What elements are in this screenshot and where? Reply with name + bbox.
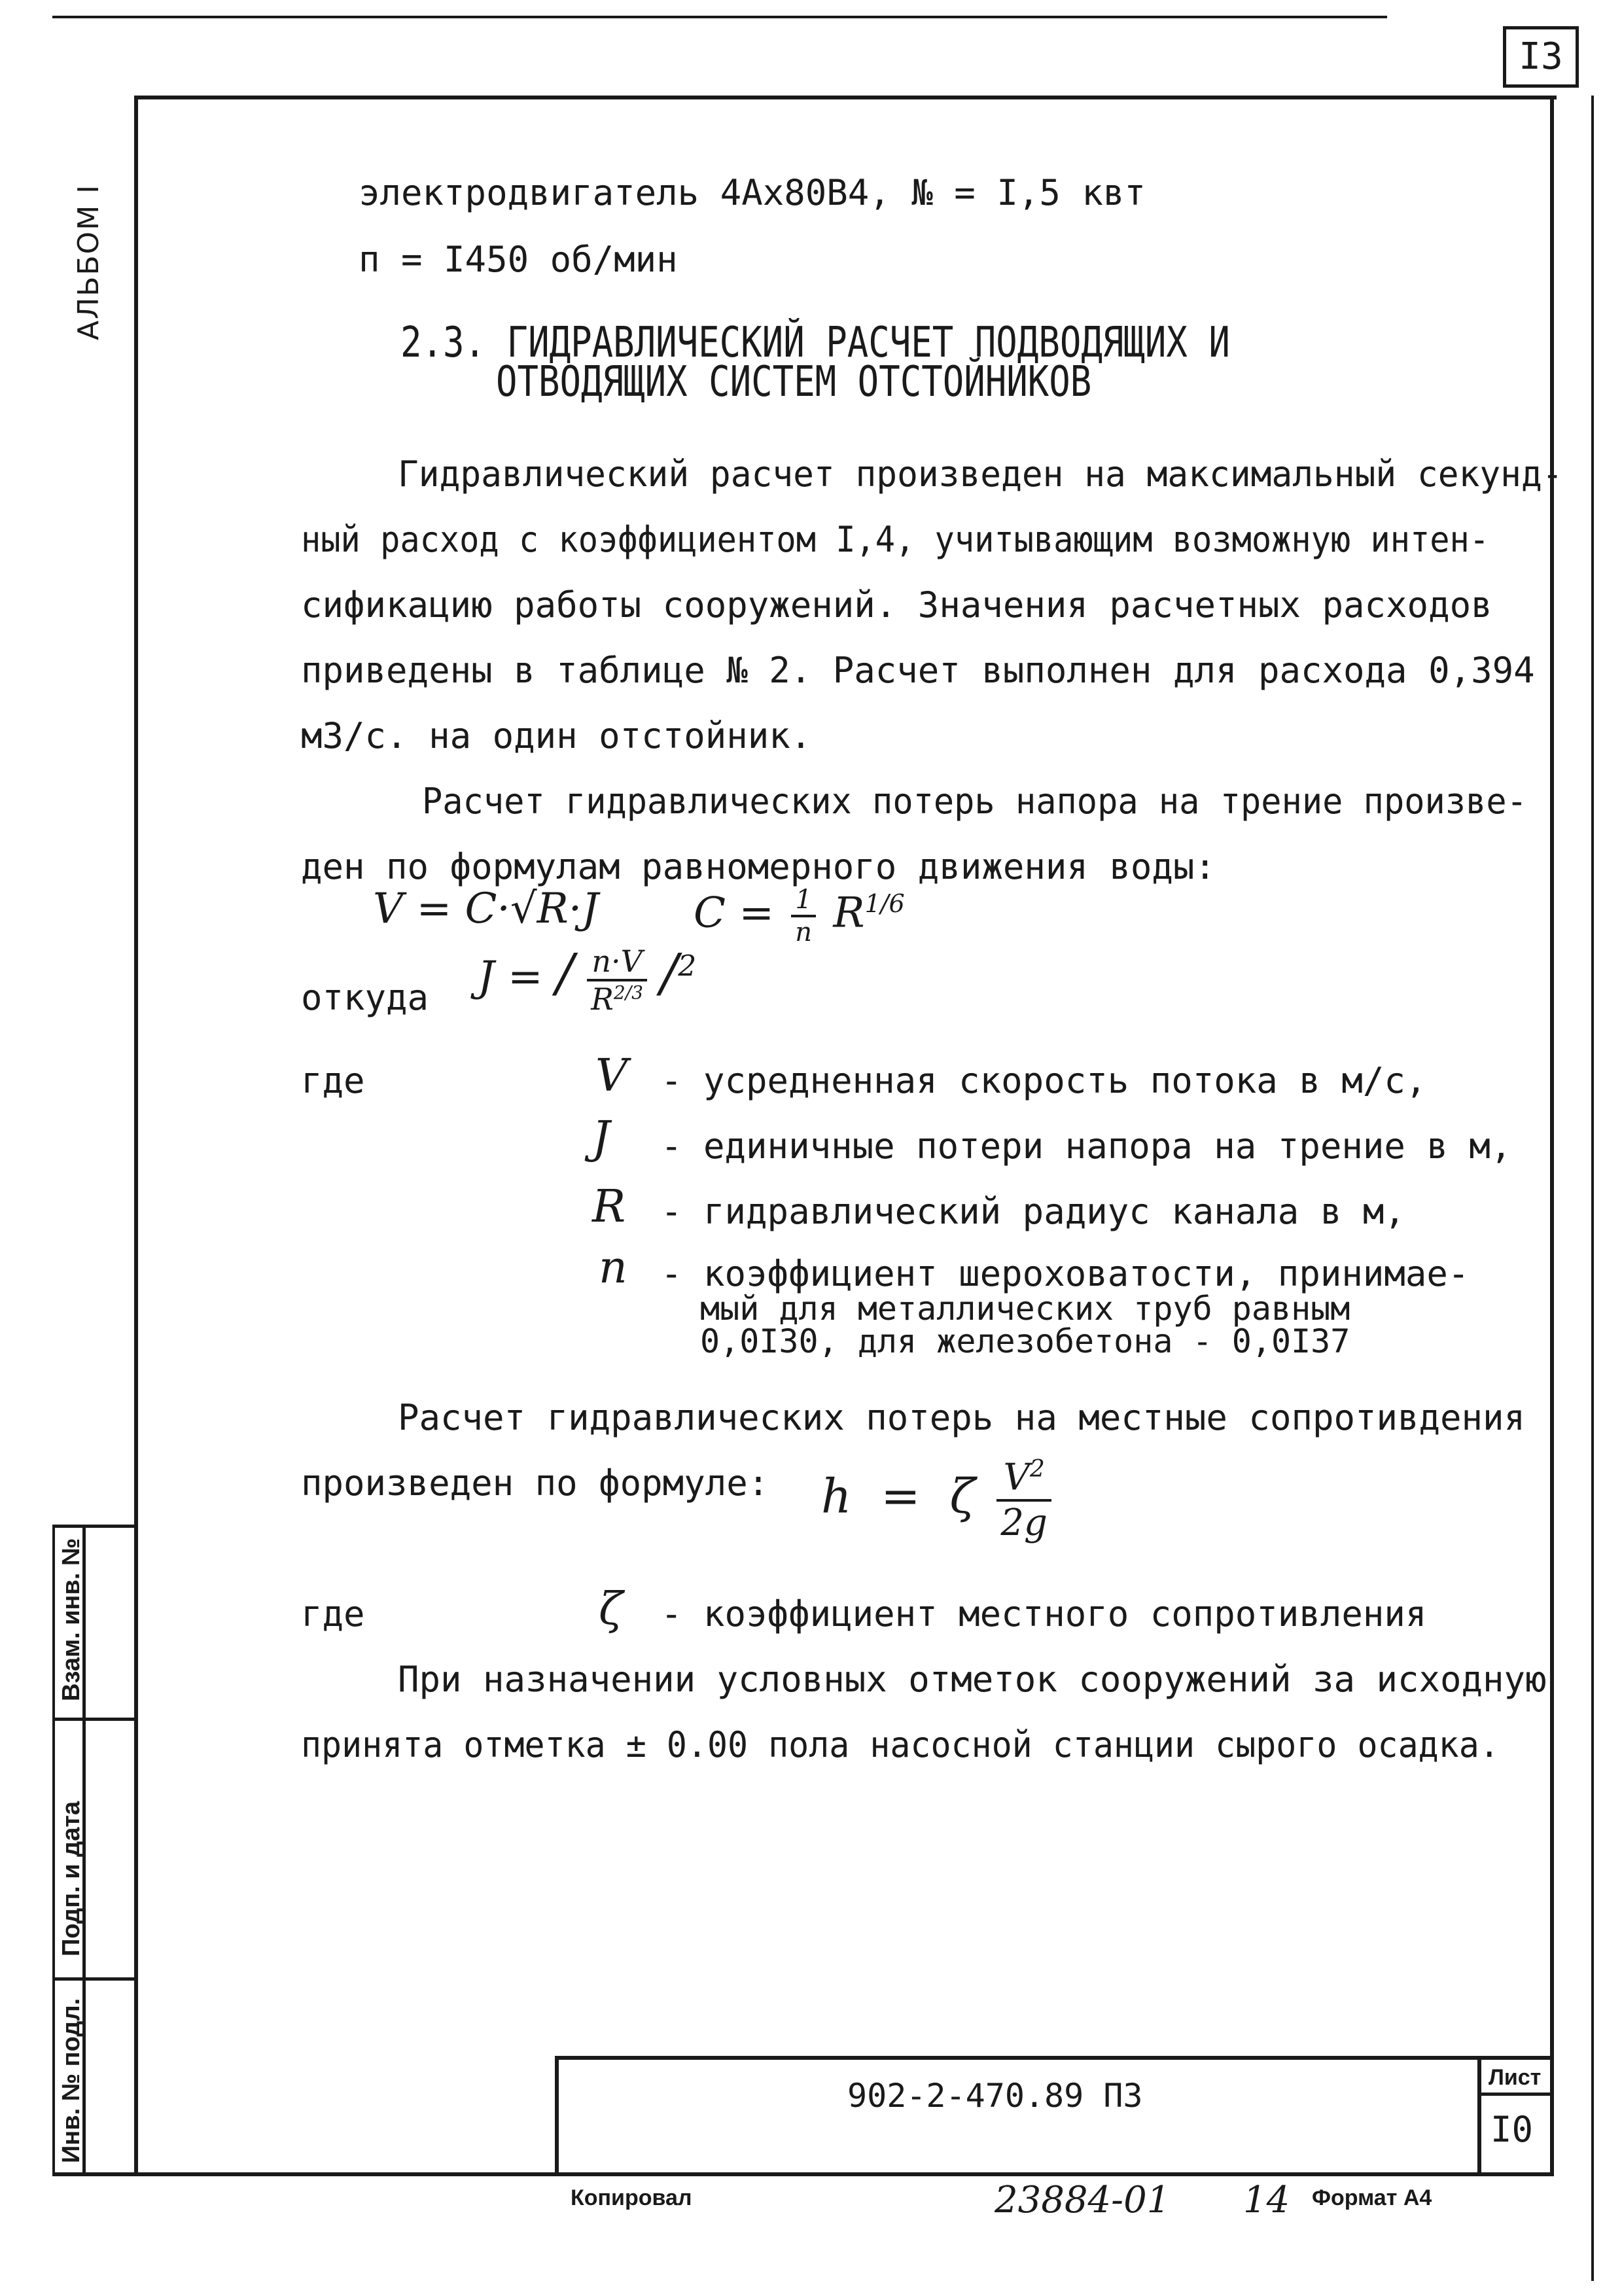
def-symbol-v: V (595, 1050, 628, 1102)
para1-line-1: Гидравлический расчет произведен на максимальный секунд- (398, 453, 1563, 495)
title-block-sheet-hline (1477, 2093, 1554, 2096)
sheet-number: I0 (1490, 2109, 1534, 2150)
format-label: Формат А4 (1312, 2185, 1432, 2210)
frame-right (1550, 96, 1554, 2176)
title-block-sheet-divider (1477, 2056, 1481, 2176)
rpm-line: п = I450 об/мин (359, 239, 678, 280)
para1-line-5: м3/с. на один отстойник. (301, 715, 812, 756)
para1-line-3: сификацию работы сооружений. Значения расчетных расходов (301, 584, 1492, 626)
order-number: 23884-01 (995, 2179, 1171, 2221)
section-heading-line-1: 2.3. ГИДРАВЛИЧЕСКИЙ РАСЧЕТ ПОДВОДЯЩИХ И (400, 318, 1230, 367)
formula-friction-loss: J = / $\frac{n\cdot V}{R^{2/3}}$ /$^2$ (478, 942, 697, 1017)
page-count: 14 (1243, 2179, 1290, 2221)
formula-chezy: C = $\frac{1}{n}$ $R^{1/6}$ (694, 885, 905, 947)
formula-velocity: V = C·√R·J (373, 885, 599, 933)
side-stamp-divider-2 (52, 1718, 137, 1721)
para3-line-1: Расчет гидравлических потерь на местные сопротивдения (398, 1397, 1526, 1438)
side-stamp-divider-1 (52, 1525, 137, 1528)
frame-left (134, 96, 138, 2176)
corner-page-box (1503, 26, 1579, 88)
motor-line: электродвигатель 4Ах80В4, № = I,5 квт (359, 172, 1146, 213)
outer-right-edge (1591, 96, 1594, 2281)
frame-bottom (52, 2172, 1554, 2176)
frame-top (134, 96, 1557, 99)
section-heading-line-2: ОТВОДЯЩИХ СИСТЕМ ОТСТОЙНИКОВ (496, 357, 1092, 406)
where-label-2: где (301, 1593, 365, 1634)
def-text-n-cont-1: мый для металлических труб равным (700, 1290, 1350, 1328)
def-symbol-n: n (599, 1242, 627, 1294)
para2-line-2: ден по формулам равномерного движения воды: (301, 846, 1216, 887)
para3-line-2: произведен по формуле: (301, 1462, 769, 1504)
def-text-n: - коэффициент шероховатости, принимае- (661, 1253, 1470, 1294)
copied-label: Копировал (571, 2185, 692, 2210)
def-text-r: - гидравлический радиус канала в м, (661, 1191, 1405, 1232)
doc-code: 902-2-470.89 ПЗ (847, 2077, 1143, 2115)
para2-line-1: Расчет гидравлических потерь напора на трение произве- (422, 781, 1527, 822)
stamp-cell-signature: Подп. и дата (58, 1801, 85, 1956)
def-symbol-j: J (592, 1112, 610, 1164)
where-label: где (301, 1060, 365, 1101)
corner-page-number: I3 (1519, 35, 1563, 78)
otkuda-label: откуда (301, 977, 429, 1018)
side-stamp-outer-line (52, 1525, 55, 2176)
para1-line-2: ный расход с коэффициентом I,4, учитывающим возможную интен- (301, 519, 1490, 560)
album-code: АЛЬБОМ I (72, 183, 105, 340)
zeta-text: - коэффициент местного сопротивления (661, 1593, 1427, 1634)
def-text-n-cont-2: 0,0I30, для железобетона - 0,0I37 (700, 1322, 1350, 1360)
zeta-symbol: ζ (599, 1583, 623, 1635)
title-block-left (555, 2056, 559, 2176)
side-stamp-divider-3 (52, 1977, 137, 1981)
stamp-cell-replacement: Взам. инв. № (58, 1538, 85, 1701)
sheet-label: Лист (1489, 2065, 1542, 2090)
para4-line-2: принята отметка ± 0.00 пола насосной станции сырого осадка. (301, 1724, 1500, 1765)
para4-line-1: При назначении условных отметок сооружений за исходную (398, 1659, 1547, 1700)
formula-local-loss: h = ζ $\frac{V^2}{2g}$ (821, 1456, 1051, 1544)
para1-line-4: приведены в таблице № 2. Расчет выполнен для расхода 0,394 (301, 650, 1535, 691)
def-symbol-r: R (592, 1181, 626, 1233)
top-border-line (52, 16, 1387, 18)
def-text-j: - единичные потери напора на трение в м, (661, 1125, 1512, 1167)
def-text-v: - усредненная скорость потока в м/с, (661, 1060, 1427, 1101)
stamp-cell-inventory: Инв. № подл. (58, 1998, 85, 2163)
title-block-top (555, 2056, 1554, 2060)
